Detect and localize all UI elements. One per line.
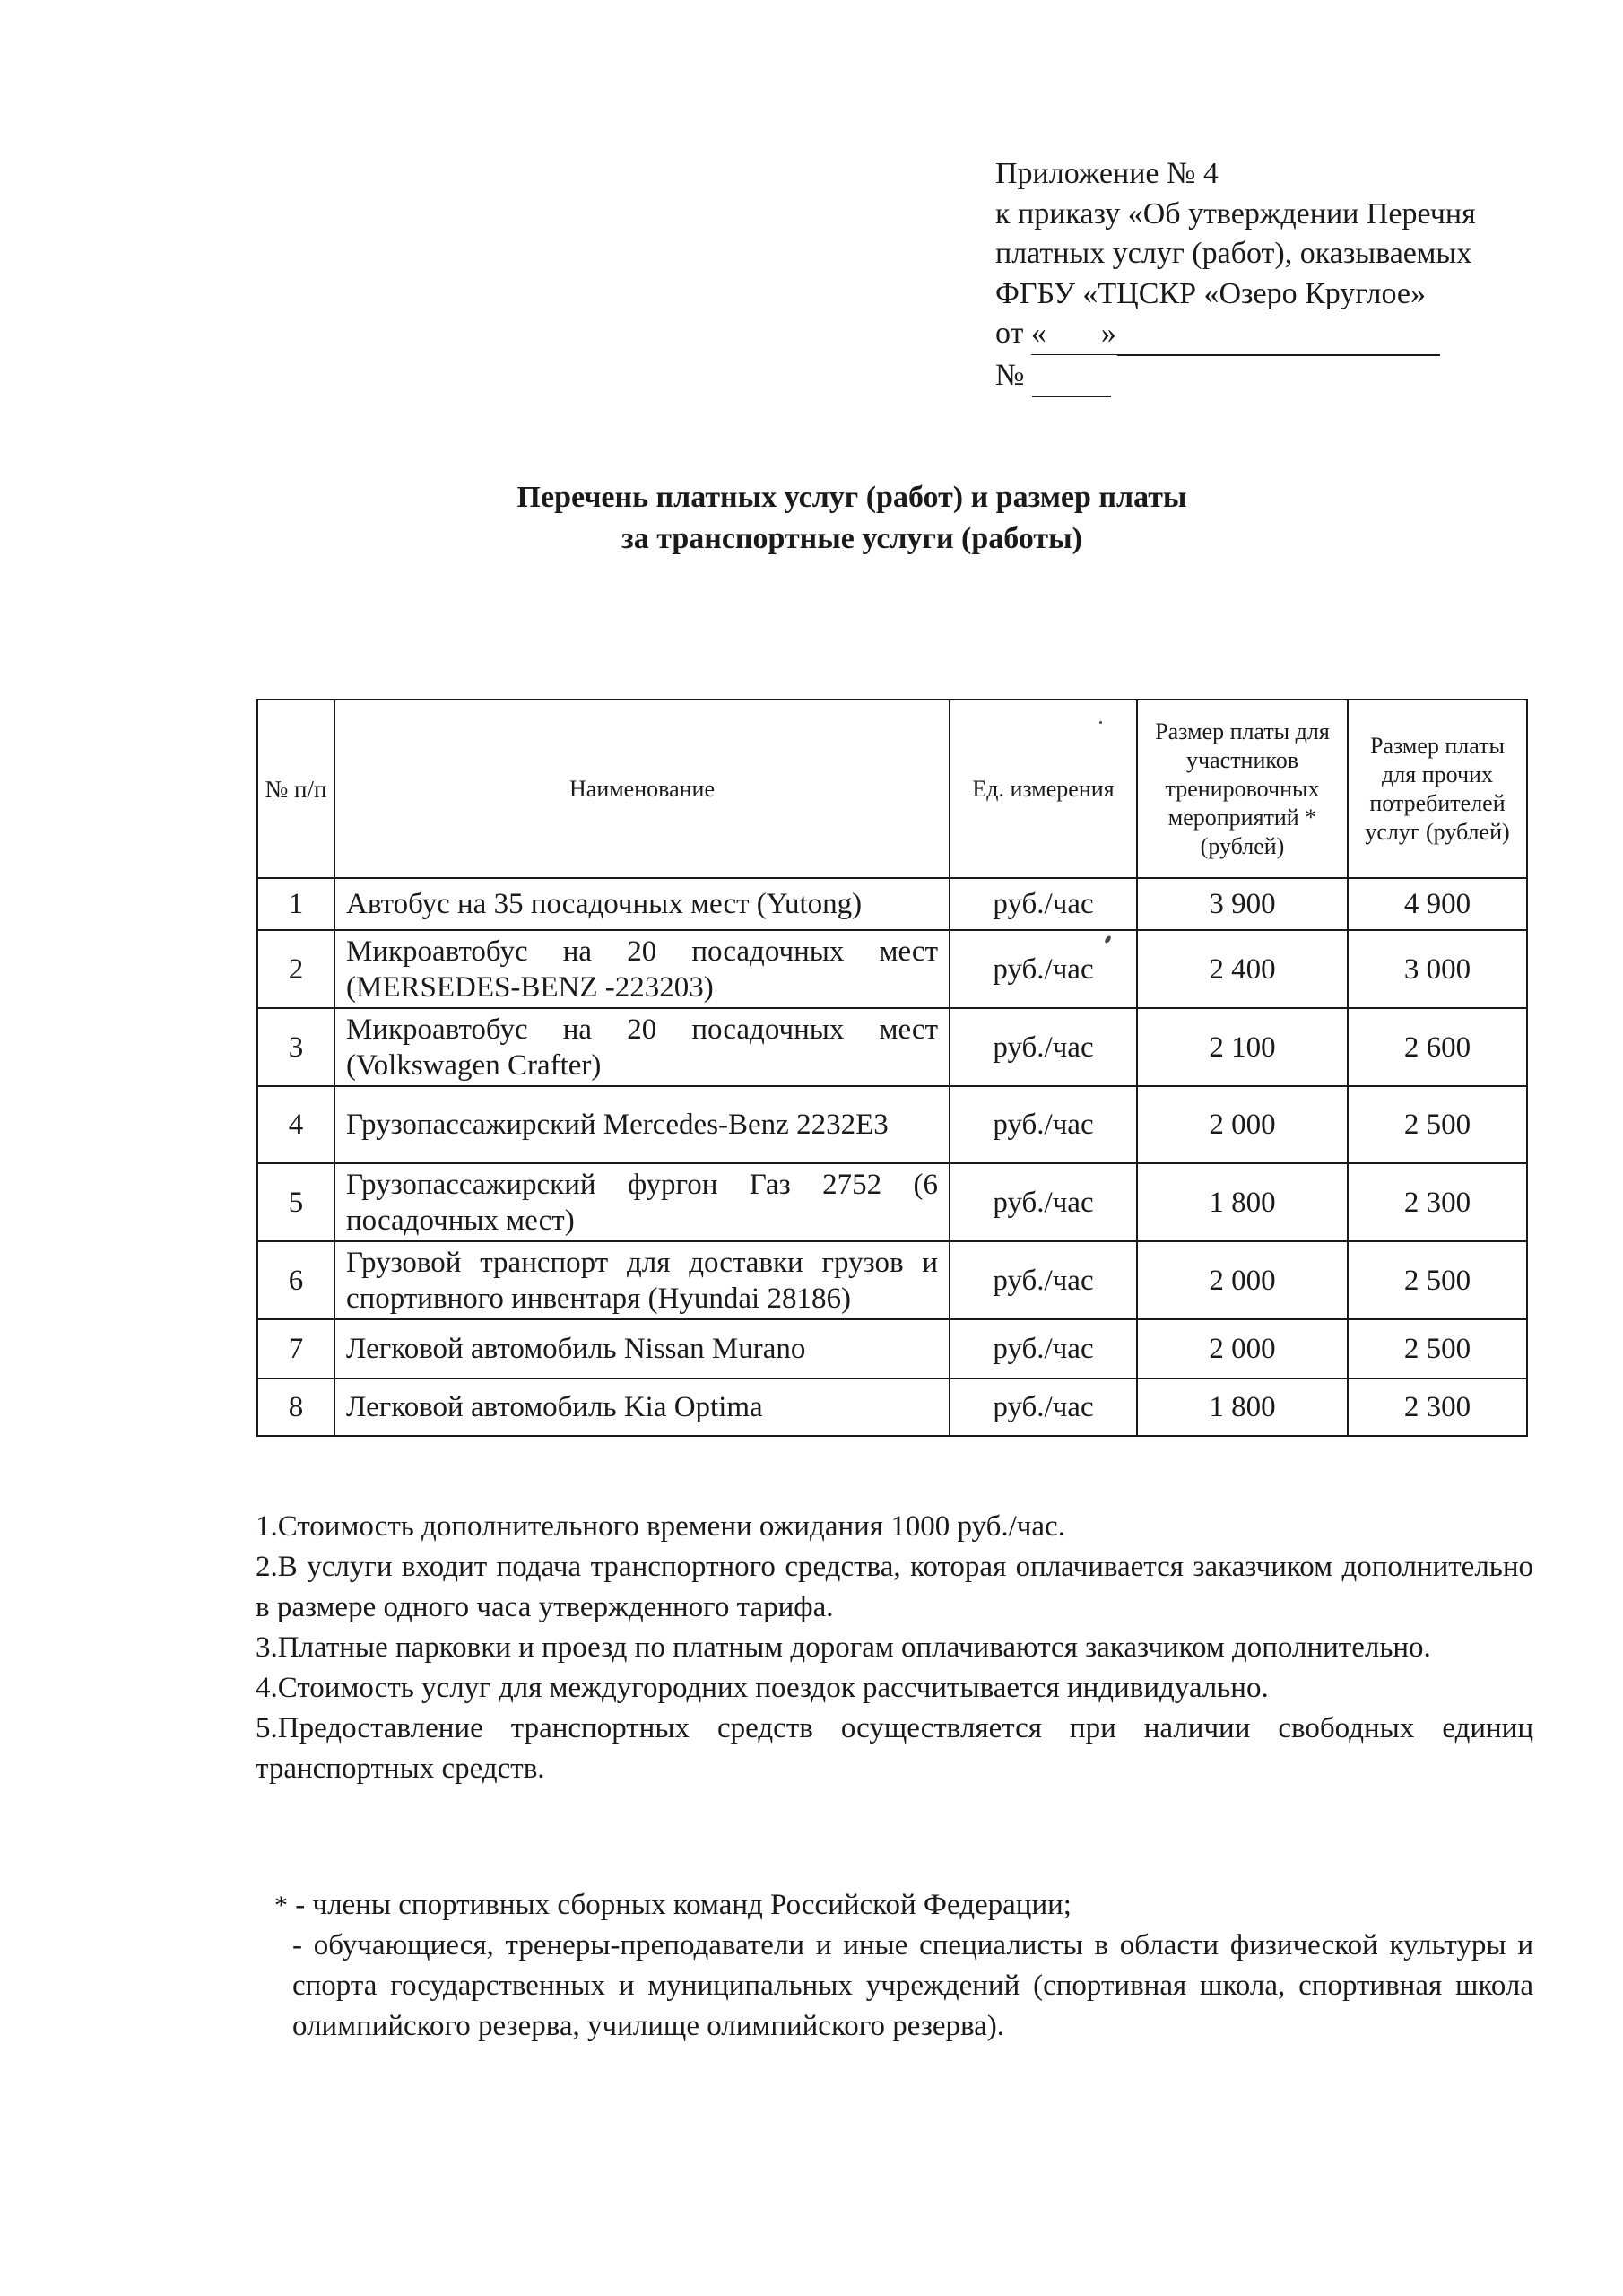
table-row [257, 1163, 1527, 1241]
row-name: Грузопассажирский фургон Газ 2752 (6 посадочных мест) [334, 1163, 950, 1241]
table-row [257, 1319, 1527, 1378]
table-row [257, 1086, 1527, 1163]
note-item: 2.В услуги входит подача транспортного средства, которая оплачивается заказчиком дополнительно в размере одного часа утвержденного тарифа. [256, 1551, 1533, 1623]
row-num: 7 [257, 1319, 334, 1378]
date-day-blank [1051, 314, 1101, 355]
number-label: № [995, 358, 1025, 392]
row-price-participants: 3 900 [1137, 878, 1348, 930]
row-num: 3 [257, 1008, 334, 1086]
row-num: 5 [257, 1163, 334, 1241]
row-price-participants: 2 000 [1137, 1086, 1348, 1163]
date-open-quote: « [1031, 314, 1051, 355]
row-price-others: 3 000 [1348, 930, 1527, 1008]
row-unit: руб./час [950, 1086, 1137, 1163]
note-item: 4.Стоимость услуг для междугородних поездок рассчитывается индивидуально. [256, 1672, 1269, 1704]
appendix-number-line [995, 356, 1569, 398]
row-name: Легковой автомобиль Kia Optima [334, 1378, 950, 1436]
header-name: Наименование [334, 700, 950, 878]
services-price-table [256, 699, 1528, 1437]
row-unit: руб./час [950, 1008, 1137, 1086]
header-num [257, 700, 334, 878]
table-row [257, 1378, 1527, 1436]
header-price-participants: Размер платы для участников тренировочных мероприятий * (рублей) [1137, 700, 1348, 878]
table-row [257, 1008, 1527, 1086]
row-price-participants: 1 800 [1137, 1378, 1348, 1436]
table-row [257, 1241, 1527, 1319]
appendix-number: Приложение № 4 [995, 157, 1219, 190]
date-prefix: от [995, 317, 1024, 350]
row-price-participants: 2 100 [1137, 1008, 1348, 1086]
scan-speck [1099, 721, 1102, 724]
table-header-row [257, 700, 1527, 878]
header-unit: Ед. измерения [950, 700, 1137, 878]
row-num: 4 [257, 1086, 334, 1163]
row-name: Микроавтобус на 20 посадочных мест (Volkswagen Crafter) [334, 1008, 950, 1086]
row-unit: руб./час [950, 1163, 1137, 1241]
row-unit: руб./час [950, 1241, 1137, 1319]
footnote-text-2: - обучающиеся, тренеры-преподаватели и иные специалисты в области физической культуры и спорта государственных и муниципальных учреждений (спортивная школа, спортивная школа олимпийского резерва, училище олимпийского резерва). [292, 1929, 1533, 2042]
row-num: 6 [257, 1241, 334, 1319]
row-price-participants: 2 400 [1137, 930, 1348, 1008]
row-price-others: 2 300 [1348, 1378, 1527, 1436]
header-num-label: № п/п [265, 775, 327, 803]
notes-list [256, 1507, 1533, 1789]
row-price-participants: 1 800 [1137, 1163, 1348, 1241]
row-price-others: 2 600 [1348, 1008, 1527, 1086]
row-name: Грузовой транспорт для доставки грузов и спортивного инвентаря (Hyundai 28186) [334, 1241, 950, 1319]
date-close-quote: » [1101, 314, 1117, 355]
row-name: Микроавтобус на 20 посадочных мест (MERSEDES-BENZ -223203) [334, 930, 950, 1008]
row-price-others: 2 300 [1348, 1163, 1527, 1241]
appendix-date-line [995, 314, 1569, 356]
row-price-others: 2 500 [1348, 1241, 1527, 1319]
row-num: 2 [257, 930, 334, 1008]
row-unit: руб./час [950, 1319, 1137, 1378]
page-title [359, 477, 1345, 560]
number-blank [1032, 356, 1111, 398]
footnote-text-1: - члены спортивных сборных команд Российской Федерации; [288, 1889, 1072, 1921]
appendix-organization: ФГБУ «ТЦСКР «Озеро Круглое» [995, 276, 1427, 310]
appendix-header [995, 154, 1569, 397]
row-name: Легковой автомобиль Nissan Murano [334, 1319, 950, 1378]
footnote [274, 1885, 1533, 2047]
footnote-item-1 [274, 1885, 1533, 1926]
table-row [257, 878, 1527, 930]
row-num: 8 [257, 1378, 334, 1436]
note-item: 1.Стоимость дополнительного времени ожидания 1000 руб./час. [256, 1510, 1065, 1543]
row-price-participants: 2 000 [1137, 1241, 1348, 1319]
title-line-1: Перечень платных услуг (работ) и размер платы [516, 481, 1187, 514]
date-month-year-blank [1117, 314, 1440, 356]
row-name: Автобус на 35 посадочных мест (Yutong) [334, 878, 950, 930]
row-unit: руб./час [950, 1378, 1137, 1436]
row-price-others: 2 500 [1348, 1319, 1527, 1378]
row-price-others: 4 900 [1348, 878, 1527, 930]
row-price-participants: 2 000 [1137, 1319, 1348, 1378]
appendix-order-line: к приказу «Об утверждении Перечня [995, 196, 1476, 230]
footnote-item-2 [274, 1926, 1533, 2047]
row-unit: руб./час [950, 930, 1137, 1008]
row-price-others: 2 500 [1348, 1086, 1527, 1163]
appendix-order-line: платных услуг (работ), оказываемых [995, 237, 1472, 270]
note-item: 5.Предоставление транспортных средств осуществляется при наличии свободных единиц транспортных средств. [256, 1712, 1533, 1785]
asterisk-icon: * [274, 1891, 288, 1920]
header-price-others: Размер платы для прочих потребителей услуг (рублей) [1348, 700, 1527, 878]
note-item: 3.Платные парковки и проезд по платным дорогам оплачиваются заказчиком дополнительно. [256, 1631, 1431, 1664]
row-unit: руб./час [950, 878, 1137, 930]
title-line-2: за транспортные услуги (работы) [621, 522, 1082, 555]
table-row [257, 930, 1527, 1008]
row-num: 1 [257, 878, 334, 930]
row-name: Грузопассажирский Mercedes-Benz 2232Е3 [334, 1086, 950, 1163]
